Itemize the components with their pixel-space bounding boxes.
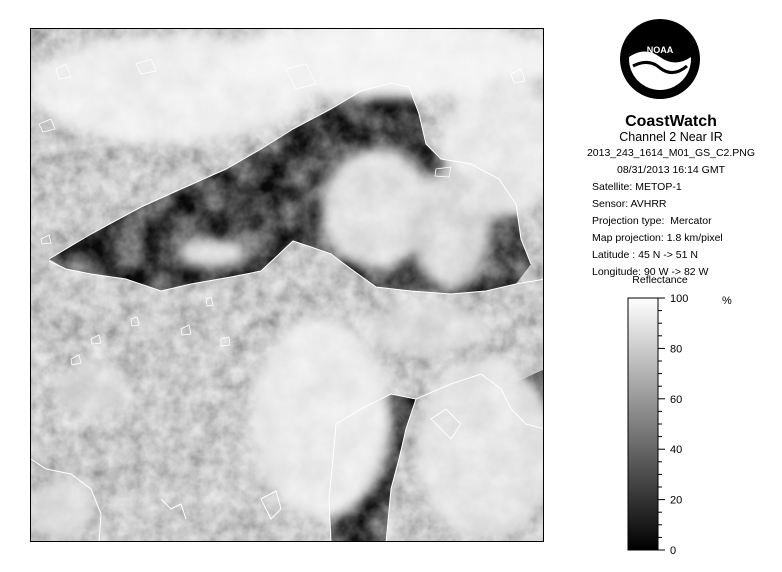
metadata-longitude: Longitude: 90 W -> 82 W (592, 266, 709, 278)
channel-label: Channel 2 Near IR (619, 130, 723, 144)
noaa-logo (619, 18, 701, 100)
colorbar-tick-label: 0 (670, 545, 677, 557)
colorbar-tick-label: 60 (670, 393, 683, 406)
colorbar-tick-label: 20 (670, 494, 683, 507)
colorbar-tick-label: 40 (670, 444, 683, 457)
colorbar-title: Reflectance (632, 274, 688, 286)
colorbar-gradient (628, 298, 658, 550)
colorbar-tick-label: 80 (670, 343, 683, 356)
logo-center-text: NOAA (646, 45, 674, 55)
datetime-label: 08/31/2013 16:14 GMT (617, 164, 725, 176)
colorbar-ticks (658, 293, 688, 557)
metadata-projection-type: Projection type: Mercator (592, 215, 712, 227)
colorbar-unit: % (722, 295, 732, 307)
reflectance-colorbar (620, 290, 760, 558)
colorbar-tick-label: 100 (670, 293, 689, 305)
metadata-satellite: Satellite: METOP-1 (592, 181, 682, 193)
satellite-image (30, 28, 544, 542)
cloud-texture (31, 29, 544, 542)
metadata-map-projection: Map projection: 1.8 km/pixel (592, 232, 723, 244)
metadata-latitude: Latitude : 45 N -> 51 N (592, 249, 698, 261)
metadata-sensor: Sensor: AVHRR (592, 198, 667, 210)
filename-label: 2013_243_1614_M01_GS_C2.PNG (586, 147, 756, 159)
satellite-map-svg (31, 29, 544, 542)
product-title: CoastWatch (625, 113, 717, 130)
